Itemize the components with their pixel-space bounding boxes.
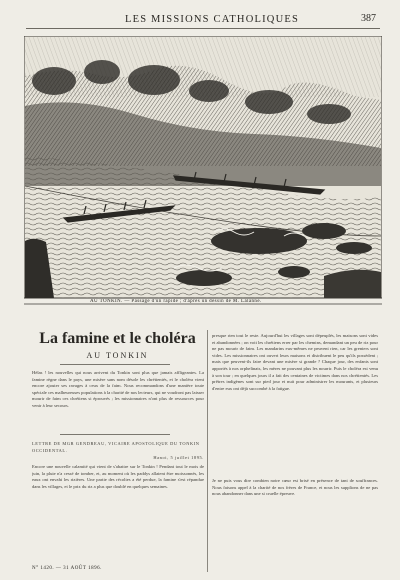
letter-heading: LETTRE DE MGR GENDREAU, VICAIRE APOSTOLIQUE DU TONKIN OCCIDENTAL. (32, 441, 200, 453)
page-number: 387 (361, 13, 376, 24)
letter-place-date: Hanoi, 5 juillet 1895. (153, 455, 204, 460)
running-title: LES MISSIONS CATHOLIQUES (124, 14, 300, 25)
header-rule (26, 28, 380, 29)
river-rapids-engraving (24, 36, 382, 326)
subtitle-rule (60, 364, 170, 365)
intro-paragraph: Hélas ! les nouvelles qui nous arrivent du Tonkin sont plus que jamais affligeantes. La famine règne dans le pays, une misère sans nom désole les chrétientés, et le choléra vient encore ajouter ses ravages à ceux de la faim. Nous recommandons d'une manière toute spéciale ces malheureuses populations à la charité de nos lecteurs, qui ne voudront pas laisser mourir de faim ces chrétiens si éprouvés ; les missionnaires n'ont plus de ressources pour venir à leur secours. (32, 370, 204, 408)
letter-body: Encore une nouvelle calamité qui vient de s'abattre sur le Tonkin ! Pendant tout le mois de juin, la pluie n'a cessé de tomber, et, au moment où les paddys allaient être moissonnés, les eaux ont envahi les rizières. Une partie des récoltes a été perdue, la famine s'est répandue dans les villages, et le prix du riz a plus que doublé en quelques semaines. (32, 464, 204, 489)
right-column-tail: Je ne puis vous dire combien notre cœur est brisé en présence de tant de souffrances. Nous faisons appel à la charité de nos frères de France, et nous les supplions de ne pas nous abandonner dans une si cruelle épreuve. (212, 478, 378, 497)
section-rule (60, 434, 170, 435)
illustration-caption: AU TONKIN. — Passage d'un rapide ; d'après un dessin de M. Lalanne. (90, 299, 262, 304)
column-divider (207, 330, 208, 572)
right-column-body: presque rien tout le reste. Aujourd'hui les villages sont dépeuplés, les maisons sont vides et abandonnées ; on voit les chrétiens errer par les chemins, demandant un peu de riz pour ne pas mourir de faim. Les mandarins eux-mêmes ne peuvent rien, car les greniers sont vides. Les missionnaires ont ouvert leurs maisons et distribuent le peu qu'ils possèdent ; mais que peuvent-ils faire devant une misère si grande ? Chaque jour, des enfants sont apportés à nos orphelinats, les mères ne pouvant plus les nourrir. Puis le choléra est venu à son tour ; en quelques jours il a fait des centaines de victimes dans nos chrétientés. Les prêtres indigènes sont sur pied jour et nuit pour administrer les mourants, et plusieurs d'entre eux ont déjà succombé à la fatigue. (212, 333, 378, 391)
article-subtitle: AU TONKIN (86, 351, 149, 360)
article-title: La famine et le choléra (39, 330, 196, 347)
issue-footer: N° 1420. — 31 AOÛT 1896. (32, 566, 102, 571)
